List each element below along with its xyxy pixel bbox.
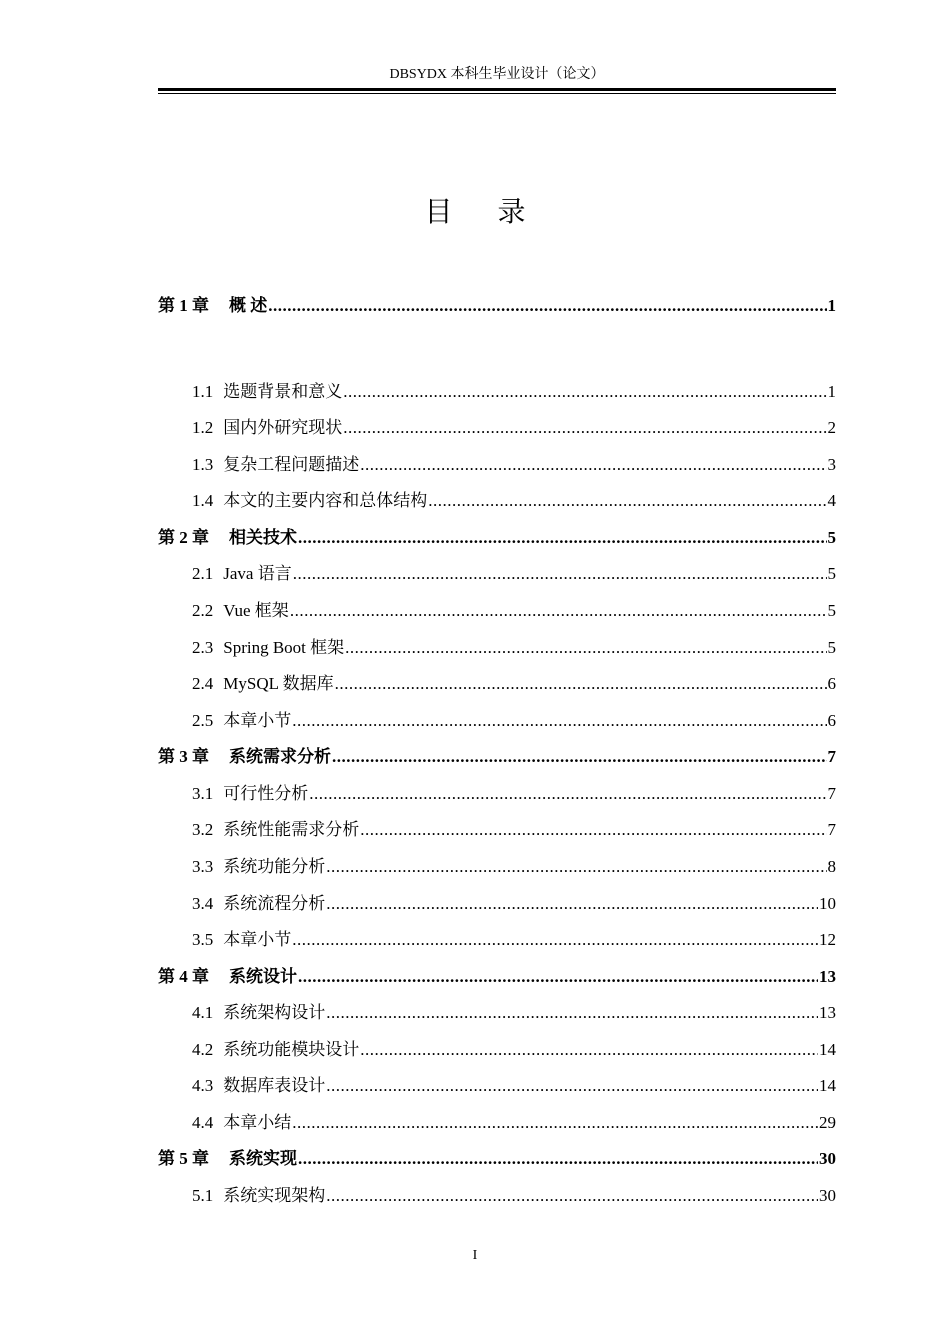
toc-section-2-5[interactable] <box>158 709 836 733</box>
toc-leader <box>343 416 826 440</box>
toc-section-1-4[interactable] <box>158 489 836 513</box>
toc-section-2-2[interactable] <box>158 599 836 623</box>
toc-title: 可行性分析 <box>223 784 309 803</box>
toc-section-3-3[interactable] <box>158 855 836 879</box>
toc-page: 5 <box>827 601 836 620</box>
toc-page: 1 <box>827 296 836 315</box>
toc-title: 本章小节 <box>223 711 292 730</box>
toc-leader <box>326 1184 818 1208</box>
toc-leader <box>332 745 827 769</box>
toc-title: 数据库表设计 <box>223 1076 326 1095</box>
toc-section-4-4[interactable] <box>158 1111 836 1135</box>
header-rule-thin <box>158 93 836 94</box>
toc-page: 8 <box>827 857 836 876</box>
toc-title: 系统性能需求分析 <box>223 820 360 839</box>
toc-page: 1 <box>827 382 836 401</box>
toc-number: 3.3 <box>192 857 214 876</box>
toc-title: 国内外研究现状 <box>223 418 343 437</box>
toc-page: 6 <box>827 674 836 693</box>
toc-number: 1.4 <box>192 491 214 510</box>
toc-leader <box>292 928 818 952</box>
toc-section-4-3[interactable] <box>158 1074 836 1098</box>
toc-number: 3.4 <box>192 894 214 913</box>
toc-leader <box>345 636 826 660</box>
toc-leader <box>326 1074 818 1098</box>
running-header: DBSYDX 本科生毕业设计（论文） <box>389 67 605 82</box>
toc-title: 系统设计 <box>229 967 297 986</box>
toc-title: 系统架构设计 <box>223 1003 326 1022</box>
toc-number: 2.4 <box>192 674 214 693</box>
toc-page: 14 <box>819 1076 836 1095</box>
toc-title: 系统实现架构 <box>223 1186 326 1205</box>
toc-leader <box>360 818 826 842</box>
toc-title: 系统功能模块设计 <box>223 1040 360 1059</box>
header-rule-thick <box>158 88 836 91</box>
toc-section-3-1[interactable] <box>158 782 836 806</box>
toc-number: 1.1 <box>192 382 214 401</box>
toc-number: 3.1 <box>192 784 214 803</box>
toc-page: 30 <box>819 1149 836 1168</box>
toc-number: 第 4 章 <box>158 967 209 986</box>
toc-title: 系统流程分析 <box>223 894 326 913</box>
toc-number: 3.2 <box>192 820 214 839</box>
toc-number: 第 5 章 <box>158 1149 209 1168</box>
toc-number: 4.2 <box>192 1040 214 1059</box>
toc-section-2-1[interactable] <box>158 562 836 586</box>
toc-page: 5 <box>827 528 836 547</box>
toc-leader <box>360 1038 818 1062</box>
toc-page: 5 <box>827 564 836 583</box>
toc-leader <box>428 489 826 513</box>
toc-section-4-2[interactable] <box>158 1038 836 1062</box>
toc-number: 4.1 <box>192 1003 214 1022</box>
toc-chapter-5[interactable] <box>158 1147 836 1171</box>
toc-leader <box>292 1111 818 1135</box>
toc-section-2-4[interactable] <box>158 672 836 696</box>
toc-page: 13 <box>819 967 836 986</box>
toc-title: 本章小结 <box>223 1113 292 1132</box>
toc-page: 7 <box>827 747 836 766</box>
toc-page: 29 <box>819 1113 836 1132</box>
toc-title: Spring Boot 框架 <box>223 638 345 657</box>
toc-leader <box>326 1001 818 1025</box>
toc-page: 13 <box>819 1003 836 1022</box>
toc-leader <box>326 892 818 916</box>
toc-title: 相关技术 <box>229 528 297 547</box>
toc-leader <box>309 782 826 806</box>
toc-page: 5 <box>827 638 836 657</box>
toc-page: 7 <box>827 784 836 803</box>
toc-number: 第 1 章 <box>158 296 209 315</box>
toc-title: MySQL 数据库 <box>223 674 334 693</box>
toc-title: 系统需求分析 <box>229 747 331 766</box>
toc-chapter-3[interactable] <box>158 745 836 769</box>
toc-leader <box>326 855 826 879</box>
toc-section-3-4[interactable] <box>158 892 836 916</box>
page-number: I <box>472 1248 478 1263</box>
toc-section-4-1[interactable] <box>158 1001 836 1025</box>
toc-page: 7 <box>827 820 836 839</box>
toc-number: 2.3 <box>192 638 214 657</box>
toc-number: 2.5 <box>192 711 214 730</box>
toc-page: 2 <box>827 418 836 437</box>
toc-page: 3 <box>827 455 836 474</box>
toc-leader <box>292 709 826 733</box>
toc-leader <box>293 562 827 586</box>
page-title: 目 录 <box>424 195 544 228</box>
toc-leader <box>290 599 827 623</box>
toc-section-3-5[interactable] <box>158 928 836 952</box>
toc-number: 4.4 <box>192 1113 214 1132</box>
toc-title: 复杂工程问题描述 <box>223 455 360 474</box>
toc-number: 2.2 <box>192 601 214 620</box>
toc-chapter-2[interactable] <box>158 526 836 550</box>
toc-page: 4 <box>827 491 836 510</box>
toc-section-5-1[interactable] <box>158 1184 836 1208</box>
toc-title: 本章小节 <box>223 930 292 949</box>
toc-page: 10 <box>819 894 836 913</box>
toc-section-3-2[interactable] <box>158 818 836 842</box>
toc-number: 1.2 <box>192 418 214 437</box>
toc-leader <box>360 453 826 477</box>
toc-number: 2.1 <box>192 564 214 583</box>
toc-number: 3.5 <box>192 930 214 949</box>
toc-leader <box>298 1147 818 1171</box>
toc-title: Vue 框架 <box>223 601 289 620</box>
toc-page: 12 <box>819 930 836 949</box>
toc-number: 5.1 <box>192 1186 214 1205</box>
toc-title: 概 述 <box>229 296 268 315</box>
toc-number: 第 2 章 <box>158 528 209 547</box>
toc-leader <box>343 380 826 404</box>
toc-leader <box>298 965 818 989</box>
toc-title: 选题背景和意义 <box>223 382 343 401</box>
toc-page: 14 <box>819 1040 836 1059</box>
toc-title: Java 语言 <box>223 564 292 583</box>
toc-leader <box>298 526 827 550</box>
toc-section-1-2[interactable] <box>158 416 836 440</box>
toc-number: 第 3 章 <box>158 747 209 766</box>
toc-title: 系统实现 <box>229 1149 297 1168</box>
toc-page: 30 <box>819 1186 836 1205</box>
toc-title: 系统功能分析 <box>223 857 326 876</box>
toc-chapter-1[interactable] <box>158 294 836 318</box>
toc-section-2-3[interactable] <box>158 636 836 660</box>
toc-page: 6 <box>827 711 836 730</box>
toc-title: 本文的主要内容和总体结构 <box>223 491 428 510</box>
toc-leader <box>268 294 826 318</box>
toc-section-1-3[interactable] <box>158 453 836 477</box>
toc-chapter-4[interactable] <box>158 965 836 989</box>
toc-section-1-1[interactable] <box>158 380 836 404</box>
toc-leader <box>335 672 827 696</box>
toc-number: 1.3 <box>192 455 214 474</box>
toc-number: 4.3 <box>192 1076 214 1095</box>
